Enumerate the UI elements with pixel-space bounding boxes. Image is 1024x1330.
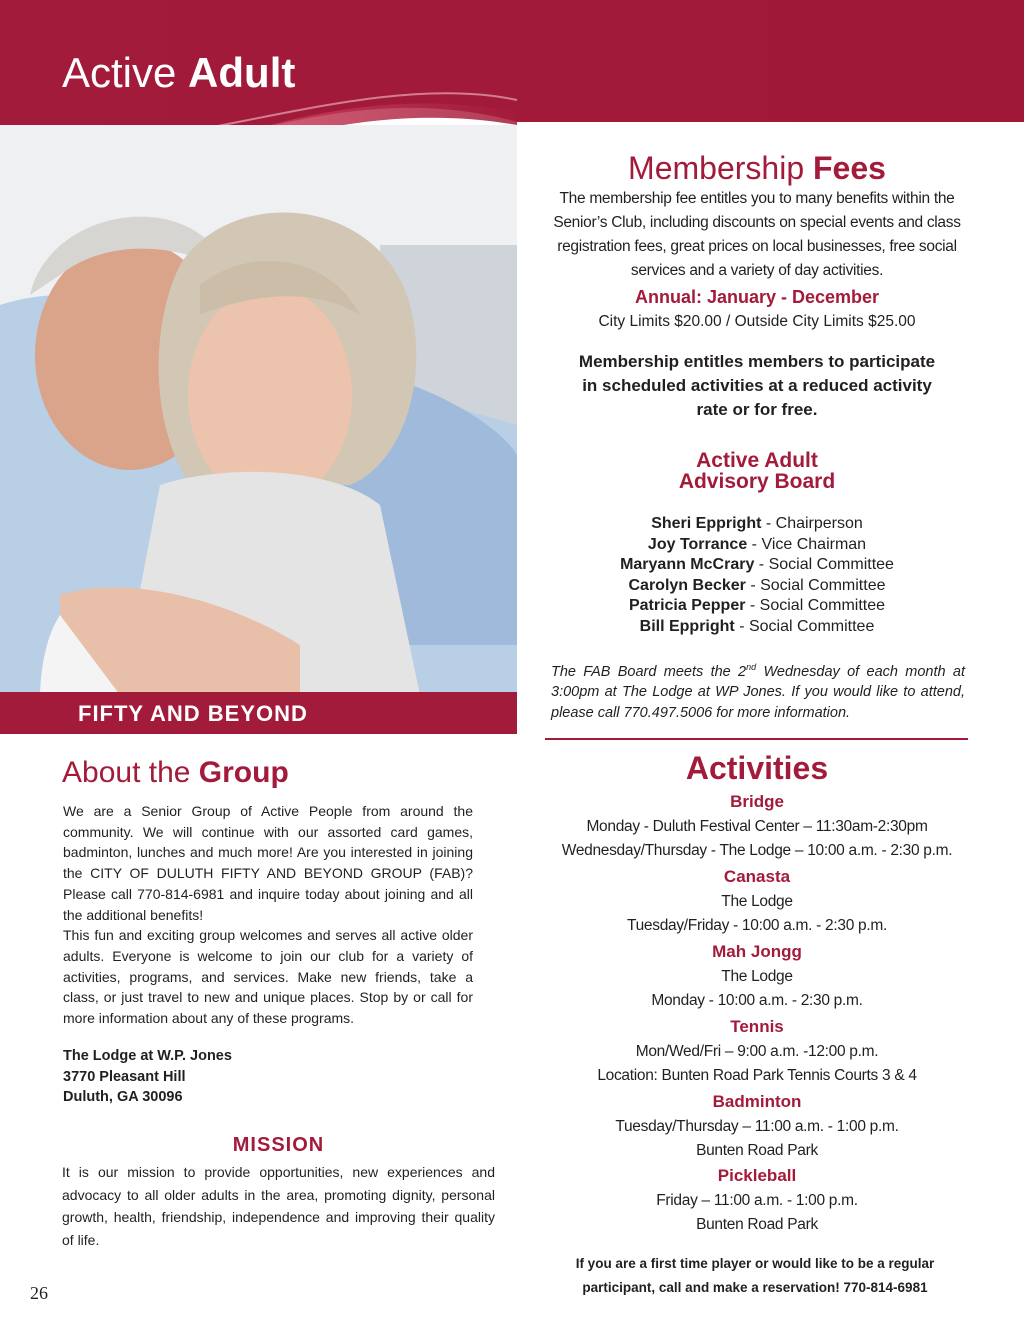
advisory-title-line2: Advisory Board (678, 470, 836, 493)
member-name: Sheri Eppright (651, 515, 762, 532)
reservation-line1: If you are a first time player or would like to be a regular (575, 1256, 935, 1271)
activity-line: Wednesday/Thursday - The Lodge – 10:00 a.m. - 2:30 p.m. (561, 842, 953, 859)
page-number: 26 (30, 1283, 48, 1303)
activity-name: Canasta (723, 867, 791, 886)
advisory-member (540, 535, 974, 556)
membership-annual-period: Annual: January - December (634, 287, 880, 307)
membership-prices: City Limits $20.00 / Outside City Limits $25.00 (598, 313, 916, 330)
advisory-title-line1: Active Adult (696, 449, 818, 472)
activity-line: Mon/Wed/Fri – 9:00 a.m. -12:00 p.m. (635, 1043, 879, 1060)
page-title-light: Active (62, 49, 177, 96)
activity-line: Friday – 11:00 a.m. - 1:00 p.m. (656, 1192, 858, 1209)
about-paragraph: We are a Senior Group of Active People from around the community. We will continue with our assorted card games, badminton, lunches and much more! Are you interested in joining the CITY OF DULUTH FIFTY AND BEYOND GROUP (FAB)? Please call 770-814-6981 and inquire today about joining and all the additional benefits! (63, 803, 473, 923)
photo-older-couple (0, 125, 517, 695)
address-line: 3770 Pleasant Hill (63, 1068, 186, 1085)
about-group-body (63, 801, 473, 1029)
activity-line: Bunten Road Park (696, 1216, 818, 1233)
member-role: - Social Committee (745, 597, 886, 614)
activity-badminton (540, 1091, 974, 1163)
membership-title-bold: Fees (813, 150, 886, 186)
advisory-member (540, 596, 974, 617)
fab-banner-label: FIFTY AND BEYOND (78, 701, 308, 726)
page-title (62, 49, 296, 96)
membership-fees-title (540, 150, 974, 187)
member-role: - Social Committee (754, 556, 894, 573)
page-title-bold: Adult (188, 49, 296, 96)
activity-line: Tuesday/Thursday – 11:00 a.m. - 1:00 p.m. (615, 1118, 899, 1135)
about-title-light: About the (62, 756, 191, 789)
note-part2: Wednesday of each month at 3:00pm at The Lodge at WP Jones. If you would like to attend, please call 770.497.5006 for more information. (551, 663, 965, 721)
advisory-member (540, 576, 974, 597)
reservation-note (520, 1252, 990, 1300)
mission-body: It is our mission to provide opportunities, new experiences and advocacy to all older adults in the area, promoting dignity, personal growth, health, friendship, independence and improving their quality of life. (62, 1164, 495, 1248)
activity-line: Monday - Duluth Festival Center – 11:30am-2:30pm (586, 818, 928, 835)
address-line: The Lodge at W.P. Jones (63, 1048, 232, 1064)
board-meeting-note (551, 657, 965, 723)
advisory-board-title (540, 450, 974, 492)
activity-name: Pickleball (717, 1166, 797, 1185)
note-superscript: nd (746, 662, 757, 672)
member-name: Bill Eppright (639, 617, 735, 635)
member-role: - Chairperson (761, 515, 863, 532)
member-role: - Vice Chairman (747, 535, 867, 553)
fifty-and-beyond-banner (0, 692, 517, 734)
activity-line: The Lodge (721, 893, 793, 910)
activity-tennis (540, 1016, 974, 1088)
advisory-member (540, 555, 974, 576)
member-role: - Social Committee (734, 617, 875, 635)
member-name: Joy Torrance (647, 535, 748, 553)
activity-name: Mah Jongg (712, 942, 802, 961)
activity-canasta (540, 866, 974, 938)
membership-description: The membership fee entitles you to many benefits within the Senior’s Club, including discounts on special events and class registration fees, great prices on local businesses, free social services and a variety of day activities. (553, 190, 961, 279)
about-title-bold: Group (198, 756, 289, 789)
activity-line: Monday - 10:00 a.m. - 2:30 p.m. (651, 992, 863, 1009)
member-role: - Social Committee (745, 576, 886, 594)
activity-mah-jongg (540, 941, 974, 1013)
reservation-line2: participant, call and make a reservation! 770-814-6981 (582, 1280, 928, 1295)
lodge-address (63, 1046, 232, 1108)
mission-title: MISSION (232, 1134, 325, 1156)
activity-bridge (540, 791, 974, 863)
advisory-member (540, 617, 974, 638)
about-paragraph: This fun and exciting group welcomes and serves all active older adults. Everyone is welcome to join our club for a variety of activities, programs, and services. Make new friends, take a class, or just travel to new and unique places. Stop by or call for more information about any of these programs. (63, 927, 473, 1027)
activity-pickleball (540, 1165, 974, 1237)
note-part1: The FAB Board meets the 2 (551, 663, 747, 680)
activity-line: Location: Bunten Road Park Tennis Courts 3 & 4 (597, 1067, 917, 1084)
activity-name: Tennis (730, 1017, 784, 1036)
member-name: Patricia Pepper (628, 597, 746, 614)
member-name: Carolyn Becker (628, 576, 746, 594)
member-name: Maryann McCrary (620, 556, 755, 573)
activity-line: Tuesday/Friday - 10:00 a.m. - 2:30 p.m. (627, 917, 887, 934)
membership-entitles-note: Membership entitles members to participate in scheduled activities at a reduced activity rate or for free. (578, 352, 936, 419)
activities-title: Activities (685, 750, 829, 786)
activity-name: Bridge (730, 792, 784, 811)
membership-title-light: Membership (628, 150, 805, 186)
section-divider (545, 738, 968, 740)
advisory-board-list (540, 514, 974, 637)
about-group-title (62, 756, 289, 790)
advisory-member (540, 514, 974, 535)
activity-line: Bunten Road Park (696, 1142, 818, 1159)
activity-line: The Lodge (721, 968, 793, 985)
activity-name: Badminton (712, 1092, 802, 1111)
address-line: Duluth, GA 30096 (63, 1089, 183, 1105)
